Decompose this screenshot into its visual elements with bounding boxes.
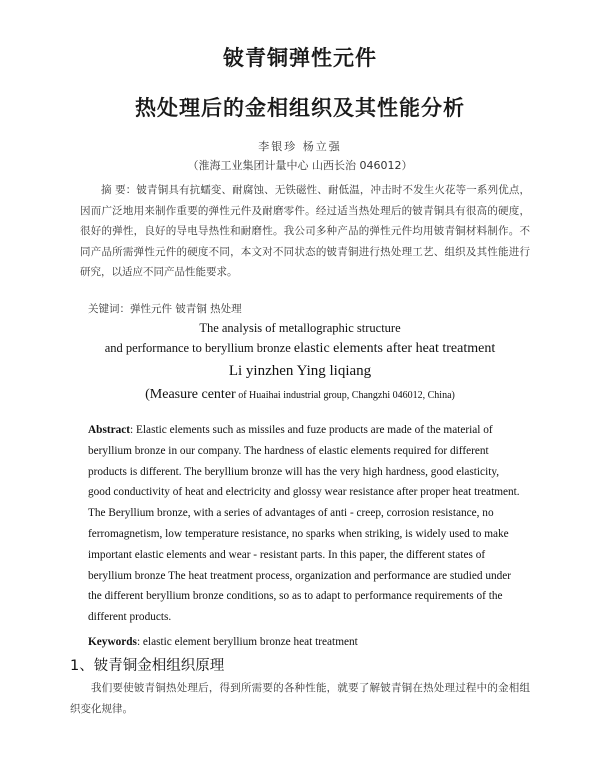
section-paragraph: 我们要使铍青铜热处理后，得到所需要的各种性能，就要了解铍青铜在热处理过程中的金相组织变化规律。: [70, 682, 530, 715]
keywords-en-label: Keywords: [88, 636, 137, 648]
title-line-2: 热处理后的金相组织及其性能分析: [135, 96, 465, 120]
keywords-cn-text: 弹性元件 铍青铜 热处理: [130, 303, 242, 315]
title-line-1: 铍青铜弹性元件: [223, 46, 377, 70]
affiliation-cn: （淮海工业集团计量中心 山西长治 046012）: [187, 159, 413, 172]
english-title-line-2a: and performance to beryllium bronze: [104, 341, 294, 355]
english-title-line-1: The analysis of metallographic structure: [199, 321, 401, 335]
abstract-en-text: : Elastic elements such as missiles and fuze products are made of the material of beryllium bronze in our company. The hardness of elastic elements required for different products is different. The beryllium bronze will has the very high hardness, good elasticity, good conductivity of heat and electricity and glossy wear resistance after proper heat treatment. The Beryllium bronze, with a series of advantages of anti - creep, corrosion resistance, no ferromagnetism, low temperature resistance, no sparks when striking, is widely used to make important elastic elements and wear - resistant parts. In this paper, the different states of beryllium bronze The heat treatment process, organization and performance are studied under the different beryllium bronze conditions, so as to adapt to performance requirements of the different products.: [88, 424, 520, 624]
keywords-cn: [88, 301, 242, 316]
affiliation-en: [0, 385, 600, 403]
affiliation-en-rest: of Huaihai industrial group, Changzhi 046012, China): [235, 390, 455, 401]
abstract-cn-label: 摘 要：: [101, 184, 137, 196]
english-title-line-2: [0, 341, 600, 357]
english-title-line-2b: elastic elements after heat treatment: [293, 341, 496, 356]
section-heading: 1、铍青铜金相组织原理: [70, 658, 225, 674]
keywords-en: [88, 636, 358, 648]
authors-cn: 李银珍 杨立强: [258, 140, 342, 153]
abstract-cn-text: 铍青铜具有抗蠕变、耐腐蚀、无铁磁性、耐低温，冲击时不发生火花等一系列优点，因而广泛地用来制作重要的弹性元件及耐磨零件。经过适当热处理后的铍青铜具有很高的硬度，很好的弹性，良好的导电导热性和耐磨性。我公司多种产品的弹性元件均用铍青铜材料制作。不同产品所需弹性元件的硬度不同，本文对不同状态的铍青铜进行热处理工艺、组织及其性能进行研究，以适应不同产品性能要求。: [80, 184, 530, 278]
keywords-en-text: : elastic element beryllium bronze heat treatment: [136, 636, 358, 648]
affiliation-en-open: (Measure center: [145, 387, 236, 402]
abstract-en-label: Abstract: [88, 424, 131, 436]
abstract-cn: [80, 180, 530, 283]
abstract-en: [88, 420, 520, 628]
authors-en: Li yinzhen Ying liqiang: [228, 363, 372, 379]
keywords-cn-label: 关键词：: [88, 303, 130, 315]
